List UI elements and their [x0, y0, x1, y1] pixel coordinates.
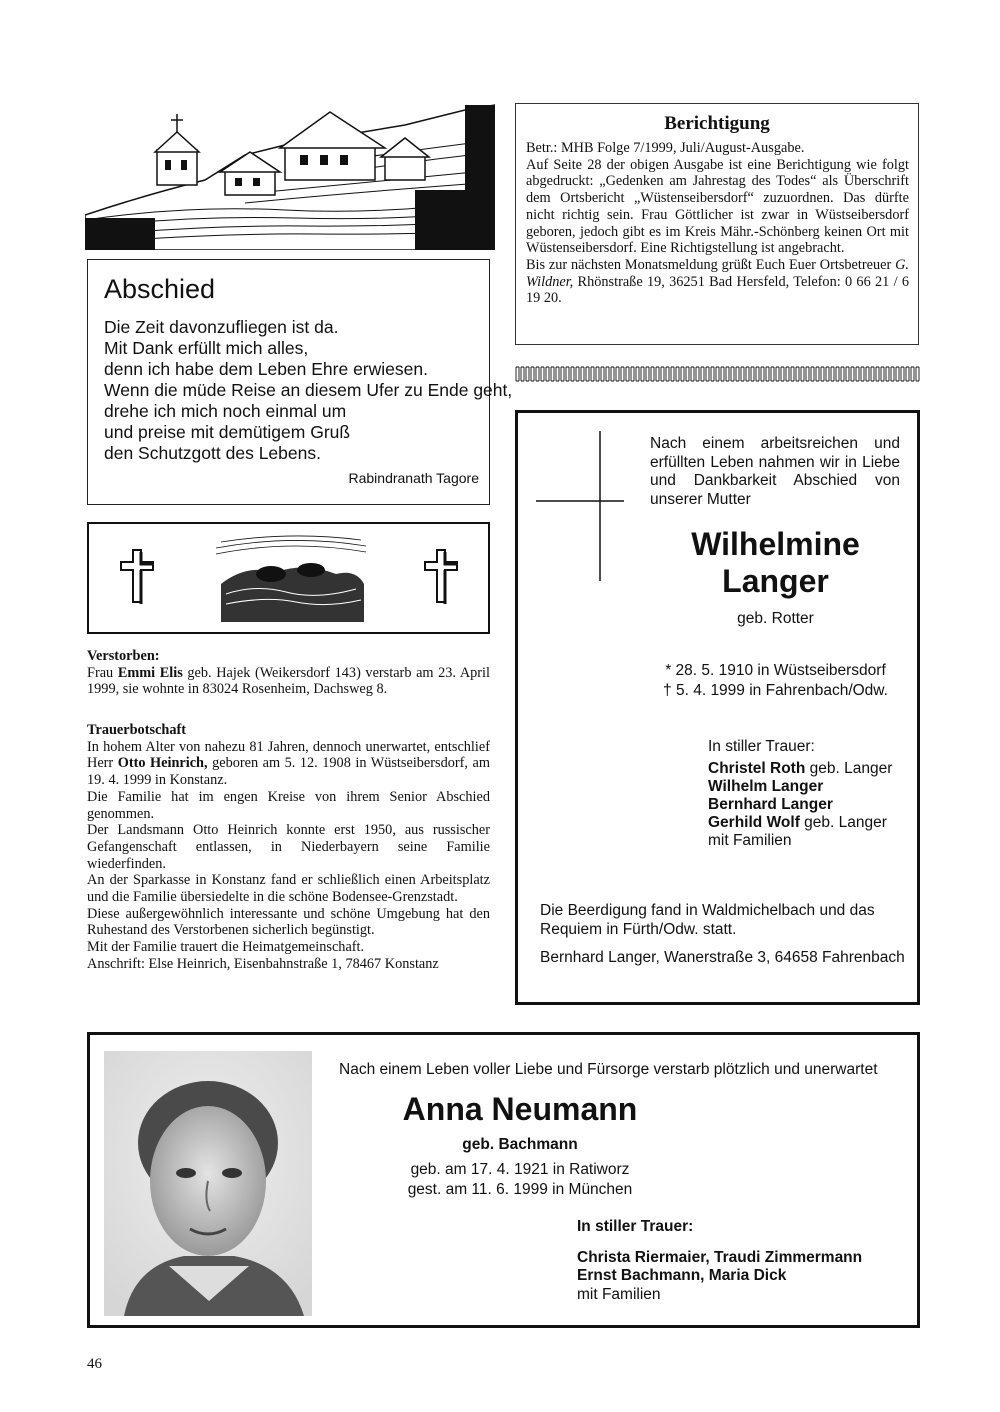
wilhelmine-mourners-heading: In stiller Trauer:	[708, 738, 815, 755]
mourner-3	[708, 796, 918, 814]
village-landscape-illustration	[85, 100, 495, 250]
cross-left-icon	[117, 546, 157, 606]
abschied-author: Rabindranath Tagore	[348, 470, 479, 486]
verstorben-text-1: Frau	[87, 664, 118, 681]
mourner-1-maiden: geb. Langer	[805, 760, 893, 777]
trauerbotschaft-paragraph-3: Der Landsmann Otto Heinrich konnte erst 1950, aus russischer Gefangenschaft entlassen, in Niederbayern seine Familie wiederfinden.	[87, 822, 490, 872]
berichtigung-title: Berichtigung	[664, 113, 770, 134]
trauerbotschaft-paragraph-1	[87, 739, 490, 789]
mourner-1	[708, 760, 918, 778]
berichtigung-text	[526, 140, 909, 307]
abschied-poem-box	[87, 259, 513, 505]
verstorben-heading: Verstorben:	[87, 648, 160, 664]
wilhelmine-address: Bernhard Langer, Wanerstraße 3, 64658 Fahrenbach	[540, 949, 905, 966]
mourner-1-name: Christel Roth	[708, 760, 806, 777]
cross-right-icon	[421, 546, 461, 606]
anna-mourners-heading: In stiller Trauer:	[577, 1218, 694, 1235]
mourner-4-maiden: geb. Langer	[799, 814, 887, 831]
anna-intro: Nach einem Leben voller Liebe und Fürsorge verstarb plötzlich und unerwartet	[339, 1061, 878, 1078]
berichtigung-line-3	[526, 257, 909, 307]
trauerbotschaft-p1-start: In hohem Alter von nahezu 81 Jahren, dennoch unerwartet, entschlief Herr	[87, 738, 490, 772]
verstorben-text	[87, 665, 490, 698]
anna-name: Anna Neumann	[402, 1091, 638, 1127]
wilhelmine-last-name: Langer	[722, 563, 829, 599]
verstorben-name: Emmi Elis	[117, 664, 183, 681]
anna-mourners-line-2: Ernst Bachmann, Maria Dick	[577, 1267, 787, 1284]
anna-maiden-name: geb. Bachmann	[462, 1136, 578, 1153]
mourner-2-name: Wilhelm Langer	[708, 778, 824, 795]
page-number: 46	[87, 1356, 102, 1372]
portrait-photo	[104, 1051, 312, 1316]
mourner-4-name: Gerhild Wolf	[708, 814, 800, 831]
berichtigung-line-2: Auf Seite 28 der obigen Ausgabe ist eine Berichtigung wie folgt abgedruckt: „Gedenken am Jahrestag des Todes“ als Überschrift dem Ortsbericht „Wüstenseibersdorf“ zuzuordnen. Das dürfte nicht richtig sein. Frau Göttlicher ist zwar in Wüstseibersdorf geboren, jedoch gibt es im Kreis Mähr.-Schönberg keinen Ort mit Wüstenseibersdorf. Eine Richtigstellung ist angebracht.	[526, 156, 909, 257]
berichtigung-line-3-start: Bis zur nächsten Monatsmeldung grüßt Euch Euer Ortsbetreuer	[526, 256, 896, 273]
anna-death: gest. am 11. 6. 1999 in München	[407, 1181, 633, 1198]
trauerbotschaft-paragraph-6: Mit der Familie trauert die Heimatgemeinschaft.	[87, 939, 365, 956]
trauerbotschaft-paragraph-5: Diese außergewöhnlich interessante und schöne Umgebung hat den Ruhestand des Verstorbenen sicherlich begünstigt.	[87, 905, 490, 939]
anna-neumann-obituary	[87, 1032, 920, 1328]
wilhelmine-name	[628, 526, 923, 600]
berichtigung-line-1: Betr.: MHB Folge 7/1999, Juli/August-Ausgabe.	[526, 140, 805, 156]
wilhelmine-intro: Nach einem arbeitsreichen und erfüllten Leben nahmen wir in Liebe und Dankbarkeit Abschied von unserer Mutter	[650, 435, 900, 508]
mourner-4	[708, 814, 918, 832]
anna-birth: geb. am 17. 4. 1921 in Ratiworz	[410, 1161, 630, 1178]
trauerbotschaft-name: Otto Heinrich,	[117, 755, 208, 772]
wilhelmine-langer-obituary	[515, 410, 920, 1005]
abschied-title: Abschied	[104, 274, 216, 304]
cross-icon	[536, 431, 626, 581]
trauerbotschaft-paragraph-7: Anschrift: Else Heinrich, Eisenbahnstraße 1, 78467 Konstanz	[87, 955, 439, 972]
trauerbotschaft-p1-end: geboren am 5. 12. 1908 in Wüstseibersdorf, am 19. 4. 1999 in Konstanz.	[87, 755, 490, 789]
wilhelmine-burial: Die Beerdigung fand in Waldmichelbach und das Requiem in Fürth/Odw. statt.	[540, 902, 875, 938]
wilhelmine-birth: * 28. 5. 1910 in Wüstseibersdorf	[665, 662, 886, 679]
anna-mourners-line-1: Christa Riermaier, Traudi Zimmermann	[577, 1248, 863, 1266]
wilhelmine-mourners	[708, 738, 918, 850]
trauerbotschaft-section	[87, 722, 490, 973]
berichtigung-box	[515, 103, 919, 345]
trauerbotschaft-paragraph-4: An der Sparkasse in Konstanz fand er schließlich einen Arbeitsplatz und die Familie übersiedelte in die schöne Bodensee-Grenzstadt.	[87, 872, 490, 906]
berichtigung-line-3-end: Rhönstraße 19, 36251 Bad Hersfeld, Telefon: 0 66 21 / 6 19 20.	[526, 273, 909, 307]
wilhelmine-first-name: Wilhelmine	[691, 526, 860, 562]
anna-mourners	[577, 1218, 917, 1304]
wilhelmine-maiden-name: geb. Rotter	[737, 610, 814, 627]
wilhelmine-dates	[628, 661, 923, 701]
anna-dates	[320, 1160, 720, 1200]
mourner-2	[708, 778, 918, 796]
verstorben-text-2: geb. Hajek (Weikersdorf 143) verstarb am 23. April 1999, sie wohnte in 83024 Rosenheim, Dachsweg 8.	[87, 664, 491, 698]
mourner-3-name: Bernhard Langer	[708, 796, 833, 813]
wilhelmine-death: † 5. 4. 1999 in Fahrenbach/Odw.	[663, 682, 888, 699]
abschied-poem-text: Die Zeit davonzufliegen ist da. Mit Dank erfüllt mich alles, denn ich habe dem Leben Ehre erwiesen. Wenn die müde Reise an diesem Ufer zu Ende geht, drehe ich mich noch einmal um und preise mit demütigem Gruß den Schutzgott des Lebens.	[104, 317, 513, 463]
berichtigung-author: G. Wildner,	[526, 256, 909, 290]
trauerbotschaft-heading: Trauerbotschaft	[87, 722, 187, 738]
graves-landscape-illustration	[216, 534, 366, 624]
trauerbotschaft-paragraph-2: Die Familie hat im engen Kreise von ihrem Senior Abschied genommen.	[87, 788, 490, 822]
decorative-border	[515, 365, 920, 383]
anna-families: mit Familien	[577, 1285, 661, 1303]
crosses-banner	[87, 522, 490, 634]
wilhelmine-families: mit Familien	[708, 832, 792, 849]
verstorben-section	[87, 648, 490, 698]
